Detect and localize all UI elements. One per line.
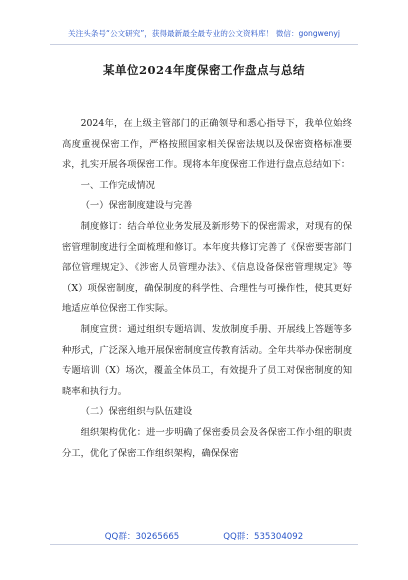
paragraph-system-publicity: 制度宣贯：通过组织专题培训、发放制度手册、开展线上答题等多种形式，广泛深入地开展保密制度宣传教育活动。全年共举办保密制度专题培训（X）场次，覆盖全体员工，有效提升了员工对保密制度的知晓率和执行力。 bbox=[62, 323, 352, 397]
footer-qq-group-1: QQ群：30265665 bbox=[104, 532, 180, 542]
subsection-heading-1: （一）保密制度建设与完善 bbox=[80, 200, 193, 212]
subsection-heading-2: （二）保密组织与队伍建设 bbox=[80, 406, 193, 418]
document-body bbox=[62, 114, 352, 464]
header-promo-note: 关注头条号“公文研究”，获得最新最全最专业的公文资料库！ 微信：gongwenyj bbox=[68, 29, 340, 38]
paragraph-org-optimization: 组织架构优化：进一步明确了保密委员会及各保密工作小组的职责分工，优化了保密工作组织架构，确保保密 bbox=[62, 426, 352, 459]
section-heading-1: 一、工作完成情况 bbox=[80, 179, 155, 191]
paragraph-system-revision: 制度修订：结合单位业务发展及新形势下的保密需求，对现有的保密管理制度进行全面梳理和修订。本年度共修订完善了《保密要害部门部位管理规定》、《涉密人员管理办法》、《信息设备保密管理规定》等（X）项保密制度，确保制度的科学性、合理性与可操作性，使其更好地适应单位保密工作实际。 bbox=[62, 220, 352, 315]
footer-divider bbox=[50, 544, 358, 545]
intro-paragraph: 2024年，在上级主管部门的正确领导和悉心指导下，我单位始终高度重视保密工作，严格按照国家相关保密法规以及保密资格标准要求，扎实开展各项保密工作。现将本年度保密工作进行盘点总结如下： bbox=[62, 118, 352, 171]
footer-qq-group-2: QQ群：535304092 bbox=[223, 532, 304, 542]
document-title: 某单位2024年度保密工作盘点与总结 bbox=[102, 63, 305, 77]
footer-contact bbox=[0, 530, 408, 542]
header-divider bbox=[50, 44, 358, 45]
